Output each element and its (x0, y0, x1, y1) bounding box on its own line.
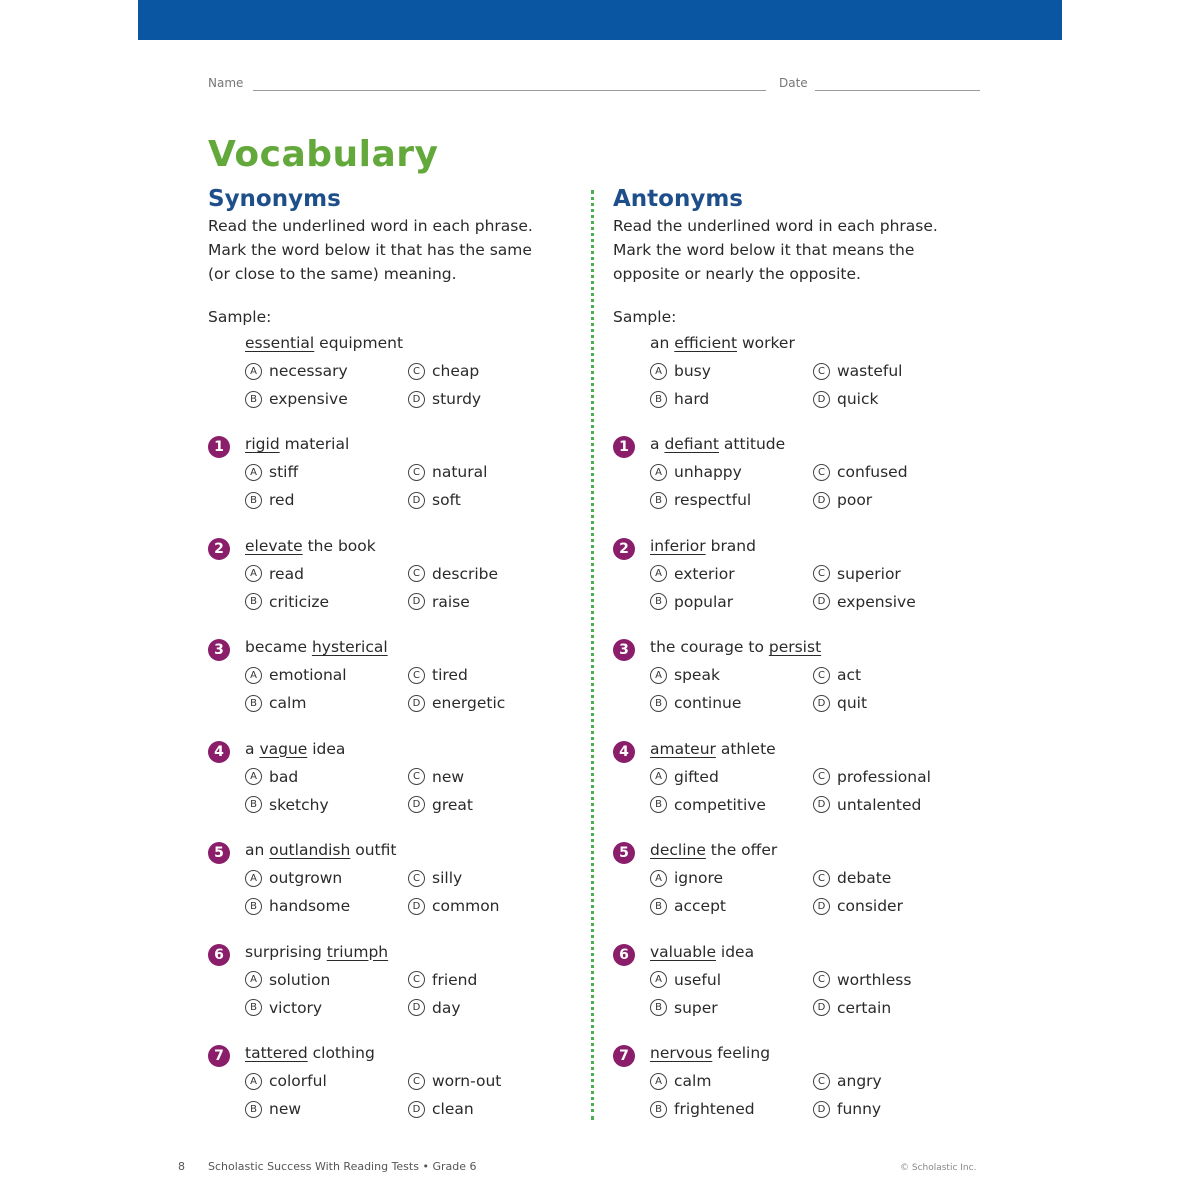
antonyms-heading: Antonyms (613, 186, 743, 212)
answer-text: common (432, 897, 500, 915)
answer-text: sturdy (432, 390, 482, 408)
phrase-text: clothing (307, 1044, 375, 1062)
underlined-word: efficient (674, 334, 738, 352)
answer-text: clean (432, 1100, 474, 1118)
answer-bubble[interactable]: C (813, 464, 830, 481)
answer-text: victory (269, 998, 323, 1017)
answer-bubble[interactable]: D (408, 999, 425, 1016)
answer-text: necessary (269, 362, 348, 380)
underlined-word: triumph (326, 942, 389, 961)
answer-text: handsome (269, 897, 351, 915)
answer-option-a[interactable] (245, 666, 347, 684)
answer-option-d[interactable] (408, 390, 481, 408)
phrase-text: idea (307, 739, 346, 758)
phrase-text: attitude (718, 435, 786, 453)
phrase-text: equipment (314, 334, 404, 352)
answer-text: quit (837, 694, 868, 712)
answer-text: worthless (837, 970, 912, 989)
question-phrase (245, 334, 403, 352)
answer-option-b[interactable] (650, 593, 733, 611)
answer-bubble[interactable]: D (813, 391, 830, 408)
answer-option-d[interactable] (408, 999, 461, 1017)
answer-text: useful (674, 970, 722, 989)
answer-option-b[interactable] (650, 897, 726, 915)
answer-option-b[interactable] (245, 593, 329, 611)
answer-bubble[interactable]: D (813, 898, 830, 915)
answer-option-a[interactable] (245, 768, 298, 786)
answer-option-c[interactable] (408, 1072, 501, 1090)
answer-option-b[interactable] (245, 999, 322, 1017)
question-phrase (245, 943, 388, 961)
question-number-badge: 4 (208, 741, 230, 763)
answer-bubble[interactable]: D (813, 1101, 830, 1118)
answer-bubble[interactable]: C (408, 464, 425, 481)
answer-text: professional (837, 767, 931, 786)
phrase-text: feeling (712, 1044, 771, 1062)
phrase-text: a (245, 739, 260, 758)
answer-text: outgrown (269, 869, 343, 887)
answer-option-d[interactable] (408, 593, 470, 611)
question-phrase (245, 537, 376, 555)
answer-option-b[interactable] (245, 897, 350, 915)
synonyms-instructions: Read the underlined word in each phrase. Mark the word below it that has the same (or close to the same) meaning. (208, 217, 533, 283)
question-number-badge: 6 (613, 944, 635, 966)
answer-bubble[interactable]: C (408, 363, 425, 380)
answer-option-c[interactable] (408, 362, 479, 380)
answer-text: read (269, 564, 304, 583)
phrase-text: the courage to (650, 638, 769, 656)
answer-bubble[interactable]: C (813, 667, 830, 684)
answer-text: gifted (674, 767, 719, 786)
answer-option-a[interactable] (650, 463, 742, 481)
question-item (208, 740, 588, 820)
answer-option-c[interactable] (813, 869, 891, 887)
answer-option-b[interactable] (245, 1100, 301, 1118)
answer-option-c[interactable] (813, 463, 908, 481)
answer-text: silly (432, 869, 463, 887)
question-phrase (245, 1044, 375, 1062)
answer-option-d[interactable] (408, 796, 473, 814)
answer-option-b[interactable] (245, 491, 294, 509)
answer-text: natural (432, 463, 488, 481)
answer-option-a[interactable] (650, 1072, 711, 1090)
answer-bubble[interactable]: C (408, 1073, 425, 1090)
answer-text: unhappy (674, 463, 742, 481)
answer-bubble[interactable]: B (650, 492, 667, 509)
answer-option-c[interactable] (813, 768, 931, 786)
date-field-line[interactable] (815, 90, 980, 91)
question-number-badge: 3 (613, 639, 635, 661)
answer-bubble[interactable]: D (408, 898, 425, 915)
answer-text: confused (837, 463, 908, 481)
page-title: Vocabulary (208, 134, 439, 175)
answer-option-d[interactable] (813, 1100, 881, 1118)
answer-text: describe (432, 564, 499, 583)
answer-option-d[interactable] (408, 694, 505, 712)
answer-bubble[interactable]: A (650, 464, 667, 481)
top-color-bar (138, 0, 1062, 40)
question-number-badge: 5 (613, 842, 635, 864)
answer-text: competitive (674, 795, 766, 814)
answer-bubble[interactable]: C (408, 971, 425, 988)
answer-option-d[interactable] (813, 390, 878, 408)
underlined-word: inferior (650, 536, 706, 555)
answer-option-b[interactable] (650, 796, 766, 814)
answer-bubble[interactable]: D (813, 492, 830, 509)
phrase-text: became (245, 638, 312, 656)
answer-bubble[interactable]: B (245, 796, 262, 813)
answer-option-d[interactable] (813, 796, 921, 814)
question-item (208, 1044, 588, 1124)
answer-bubble[interactable]: D (408, 695, 425, 712)
answer-text: busy (674, 362, 711, 380)
phrase-text: worker (737, 334, 795, 352)
phrase-text: idea (715, 942, 755, 961)
answer-option-b[interactable] (650, 390, 709, 408)
answer-option-b[interactable] (650, 999, 718, 1017)
answer-bubble[interactable]: C (813, 971, 830, 988)
answer-text: new (269, 1100, 302, 1118)
answer-text: sketchy (269, 795, 329, 814)
question-phrase (650, 1044, 770, 1062)
answer-bubble[interactable]: B (650, 593, 667, 610)
answer-option-b[interactable] (650, 694, 741, 712)
answer-text: debate (837, 869, 892, 887)
synonyms-section (208, 184, 588, 1124)
sample-question (613, 334, 993, 414)
question-phrase (650, 537, 756, 555)
question-phrase (650, 841, 777, 859)
underlined-word: tattered (245, 1044, 308, 1062)
question-item (613, 1044, 993, 1124)
answer-bubble[interactable]: A (650, 363, 667, 380)
question-item (613, 638, 993, 718)
question-item (208, 435, 588, 515)
answer-bubble[interactable]: A (650, 667, 667, 684)
underlined-word: rigid (245, 435, 280, 453)
answer-text: red (269, 491, 295, 509)
answer-bubble[interactable]: A (650, 1073, 667, 1090)
answer-option-d[interactable] (408, 491, 461, 509)
answer-bubble[interactable]: B (650, 391, 667, 408)
answer-text: exterior (674, 564, 735, 583)
sample-question (208, 334, 588, 414)
answer-bubble[interactable]: B (650, 999, 667, 1016)
underlined-word: decline (650, 841, 706, 859)
phrase-text: brand (705, 536, 756, 555)
underlined-word: essential (245, 334, 315, 352)
underlined-word: outlandish (269, 841, 351, 859)
answer-option-c[interactable] (408, 463, 487, 481)
answer-text: emotional (269, 666, 347, 684)
answer-option-a[interactable] (245, 869, 342, 887)
question-phrase (245, 638, 388, 656)
answer-option-a[interactable] (245, 565, 304, 583)
question-item (613, 435, 993, 515)
answer-bubble[interactable]: B (245, 898, 262, 915)
question-number-badge: 7 (208, 1045, 230, 1067)
answer-bubble[interactable]: A (650, 971, 667, 988)
phrase-text: outfit (350, 841, 397, 859)
answer-text: tired (432, 666, 468, 684)
answer-text: frightened (674, 1100, 755, 1118)
answer-text: calm (674, 1072, 712, 1090)
question-number-badge: 5 (208, 842, 230, 864)
answer-bubble[interactable]: A (245, 464, 262, 481)
answer-option-c[interactable] (408, 971, 477, 989)
answer-text: super (674, 998, 718, 1017)
answer-option-a[interactable] (650, 971, 721, 989)
answer-text: funny (837, 1100, 882, 1118)
answer-option-c[interactable] (813, 1072, 882, 1090)
answer-bubble[interactable]: B (650, 796, 667, 813)
answer-option-d[interactable] (813, 593, 916, 611)
answer-option-d[interactable] (408, 897, 500, 915)
answer-option-c[interactable] (408, 666, 468, 684)
phrase-text: an (650, 334, 675, 352)
answer-text: poor (837, 491, 873, 509)
question-number-badge: 1 (208, 436, 230, 458)
answer-option-d[interactable] (813, 999, 891, 1017)
answer-text: colorful (269, 1072, 327, 1090)
answer-option-a[interactable] (245, 971, 330, 989)
answer-text: untalented (837, 795, 922, 814)
answer-bubble[interactable]: C (408, 565, 425, 582)
answer-option-c[interactable] (408, 565, 498, 583)
answer-text: speak (674, 666, 720, 684)
answer-text: superior (837, 564, 901, 583)
copyright: © Scholastic Inc. (900, 1163, 977, 1173)
answer-bubble[interactable]: A (245, 565, 262, 582)
underlined-word: valuable (650, 942, 716, 961)
answer-bubble[interactable]: B (650, 898, 667, 915)
answer-bubble[interactable]: B (245, 999, 262, 1016)
question-phrase (245, 435, 349, 453)
answer-option-d[interactable] (813, 491, 872, 509)
answer-text: wasteful (837, 362, 903, 380)
answer-bubble[interactable]: D (813, 593, 830, 610)
question-item (208, 943, 588, 1023)
answer-option-b[interactable] (650, 1100, 755, 1118)
answer-text: accept (674, 897, 726, 915)
answer-bubble[interactable]: B (650, 1101, 667, 1118)
phrase-text: the offer (705, 841, 778, 859)
page-number: 8 (178, 1160, 185, 1173)
phrase-text: material (279, 435, 350, 453)
answer-text: ignore (674, 869, 724, 887)
answer-text: stiff (269, 463, 299, 481)
underlined-word: amateur (650, 739, 716, 758)
answer-bubble[interactable]: D (408, 492, 425, 509)
answer-bubble[interactable]: C (813, 870, 830, 887)
answer-text: criticize (269, 592, 330, 611)
question-number-badge: 7 (613, 1045, 635, 1067)
question-item (208, 537, 588, 617)
answer-option-a[interactable] (245, 463, 298, 481)
answer-text: popular (674, 592, 734, 611)
answer-bubble[interactable]: D (813, 695, 830, 712)
answer-bubble[interactable]: A (245, 667, 262, 684)
question-number-badge: 2 (613, 538, 635, 560)
answer-option-a[interactable] (650, 362, 711, 380)
question-item (613, 943, 993, 1023)
answer-bubble[interactable]: B (245, 695, 262, 712)
answer-text: worn-out (432, 1072, 502, 1090)
answer-text: calm (269, 694, 307, 712)
answer-option-a[interactable] (650, 768, 719, 786)
answer-text: friend (432, 970, 478, 989)
question-phrase (650, 740, 776, 758)
question-number-badge: 4 (613, 741, 635, 763)
answer-text: expensive (837, 592, 916, 611)
question-item (208, 638, 588, 718)
name-label: Name (208, 76, 244, 90)
underlined-word: hysterical (311, 638, 388, 656)
phrase-text: the book (302, 536, 376, 555)
answer-option-c[interactable] (813, 971, 911, 989)
answer-text: new (432, 767, 465, 786)
answer-bubble[interactable]: A (245, 870, 262, 887)
answer-option-c[interactable] (813, 362, 902, 380)
answer-option-a[interactable] (650, 869, 723, 887)
answer-text: respectful (674, 491, 752, 509)
question-number-badge: 1 (613, 436, 635, 458)
answer-text: energetic (432, 694, 506, 712)
answer-option-d[interactable] (408, 1100, 474, 1118)
antonyms-instructions: Read the underlined word in each phrase. Mark the word below it that means the opposite or nearly the opposite. (613, 217, 938, 283)
underlined-word: defiant (664, 435, 719, 453)
question-number-badge: 3 (208, 639, 230, 661)
question-phrase (650, 638, 821, 656)
answer-bubble[interactable]: D (813, 796, 830, 813)
phrase-text: a (650, 435, 665, 453)
answer-text: raise (432, 592, 470, 611)
answer-bubble[interactable]: A (245, 971, 262, 988)
answer-bubble[interactable]: D (408, 391, 425, 408)
answer-text: quick (837, 390, 879, 408)
answer-bubble[interactable]: A (245, 768, 262, 785)
answer-bubble[interactable]: C (813, 363, 830, 380)
answer-option-a[interactable] (245, 362, 348, 380)
answer-text: great (432, 795, 473, 814)
answer-text: consider (837, 897, 903, 915)
answer-text: solution (269, 970, 331, 989)
answer-bubble[interactable]: B (245, 1101, 262, 1118)
question-item (613, 841, 993, 921)
answer-bubble[interactable]: A (650, 768, 667, 785)
answer-text: bad (269, 767, 299, 786)
phrase-text: an (245, 841, 270, 859)
underlined-word: nervous (650, 1044, 713, 1062)
answer-bubble[interactable]: A (245, 363, 262, 380)
answer-text: certain (837, 998, 892, 1017)
answer-option-a[interactable] (245, 1072, 327, 1090)
answer-text: angry (837, 1072, 882, 1090)
name-date-row (208, 76, 980, 96)
answer-bubble[interactable]: B (650, 695, 667, 712)
antonyms-section (613, 184, 993, 1124)
answer-option-b[interactable] (245, 390, 348, 408)
underlined-word: vague (259, 739, 308, 758)
answer-option-c[interactable] (408, 869, 462, 887)
answer-text: hard (674, 390, 710, 408)
answer-bubble[interactable]: D (408, 1101, 425, 1118)
answer-option-a[interactable] (650, 666, 720, 684)
question-item (613, 740, 993, 820)
answer-text: soft (432, 491, 461, 509)
answer-option-b[interactable] (650, 491, 751, 509)
answer-option-c[interactable] (813, 565, 901, 583)
underlined-word: persist (768, 638, 822, 656)
question-item (208, 841, 588, 921)
column-divider (591, 190, 594, 1120)
answer-option-d[interactable] (813, 694, 867, 712)
question-number-badge: 6 (208, 944, 230, 966)
answer-text: day (432, 998, 461, 1017)
question-item (613, 537, 993, 617)
answer-text: continue (674, 694, 742, 712)
synonyms-sample-label: Sample: (208, 308, 272, 326)
answer-bubble[interactable]: A (650, 870, 667, 887)
phrase-text: surprising (245, 942, 327, 961)
answer-bubble[interactable]: D (408, 593, 425, 610)
answer-bubble[interactable]: C (408, 667, 425, 684)
antonyms-sample-label: Sample: (613, 308, 677, 326)
answer-bubble[interactable]: B (245, 492, 262, 509)
answer-text: expensive (269, 390, 348, 408)
answer-option-b[interactable] (245, 694, 306, 712)
book-title: Scholastic Success With Reading Tests • Grade 6 (208, 1160, 477, 1173)
answer-option-c[interactable] (813, 666, 861, 684)
question-phrase (245, 841, 396, 859)
question-phrase (245, 740, 345, 758)
date-label: Date (779, 76, 808, 90)
synonyms-heading: Synonyms (208, 186, 341, 212)
answer-option-d[interactable] (813, 897, 903, 915)
answer-bubble[interactable]: B (245, 593, 262, 610)
answer-option-b[interactable] (245, 796, 329, 814)
question-phrase (650, 435, 785, 453)
answer-option-c[interactable] (408, 768, 464, 786)
answer-bubble[interactable]: C (813, 768, 830, 785)
phrase-text: athlete (715, 739, 776, 758)
answer-bubble[interactable]: A (650, 565, 667, 582)
answer-bubble[interactable]: A (245, 1073, 262, 1090)
answer-option-a[interactable] (650, 565, 735, 583)
answer-bubble[interactable]: C (813, 1073, 830, 1090)
question-phrase (650, 334, 795, 352)
answer-text: cheap (432, 362, 480, 380)
answer-bubble[interactable]: D (408, 796, 425, 813)
question-number-badge: 2 (208, 538, 230, 560)
answer-bubble[interactable]: C (408, 870, 425, 887)
question-phrase (650, 943, 754, 961)
answer-bubble[interactable]: C (813, 565, 830, 582)
answer-bubble[interactable]: C (408, 768, 425, 785)
answer-text: act (837, 666, 862, 684)
answer-bubble[interactable]: B (245, 391, 262, 408)
underlined-word: elevate (245, 536, 303, 555)
answer-bubble[interactable]: D (813, 999, 830, 1016)
name-field-line[interactable] (253, 90, 766, 91)
